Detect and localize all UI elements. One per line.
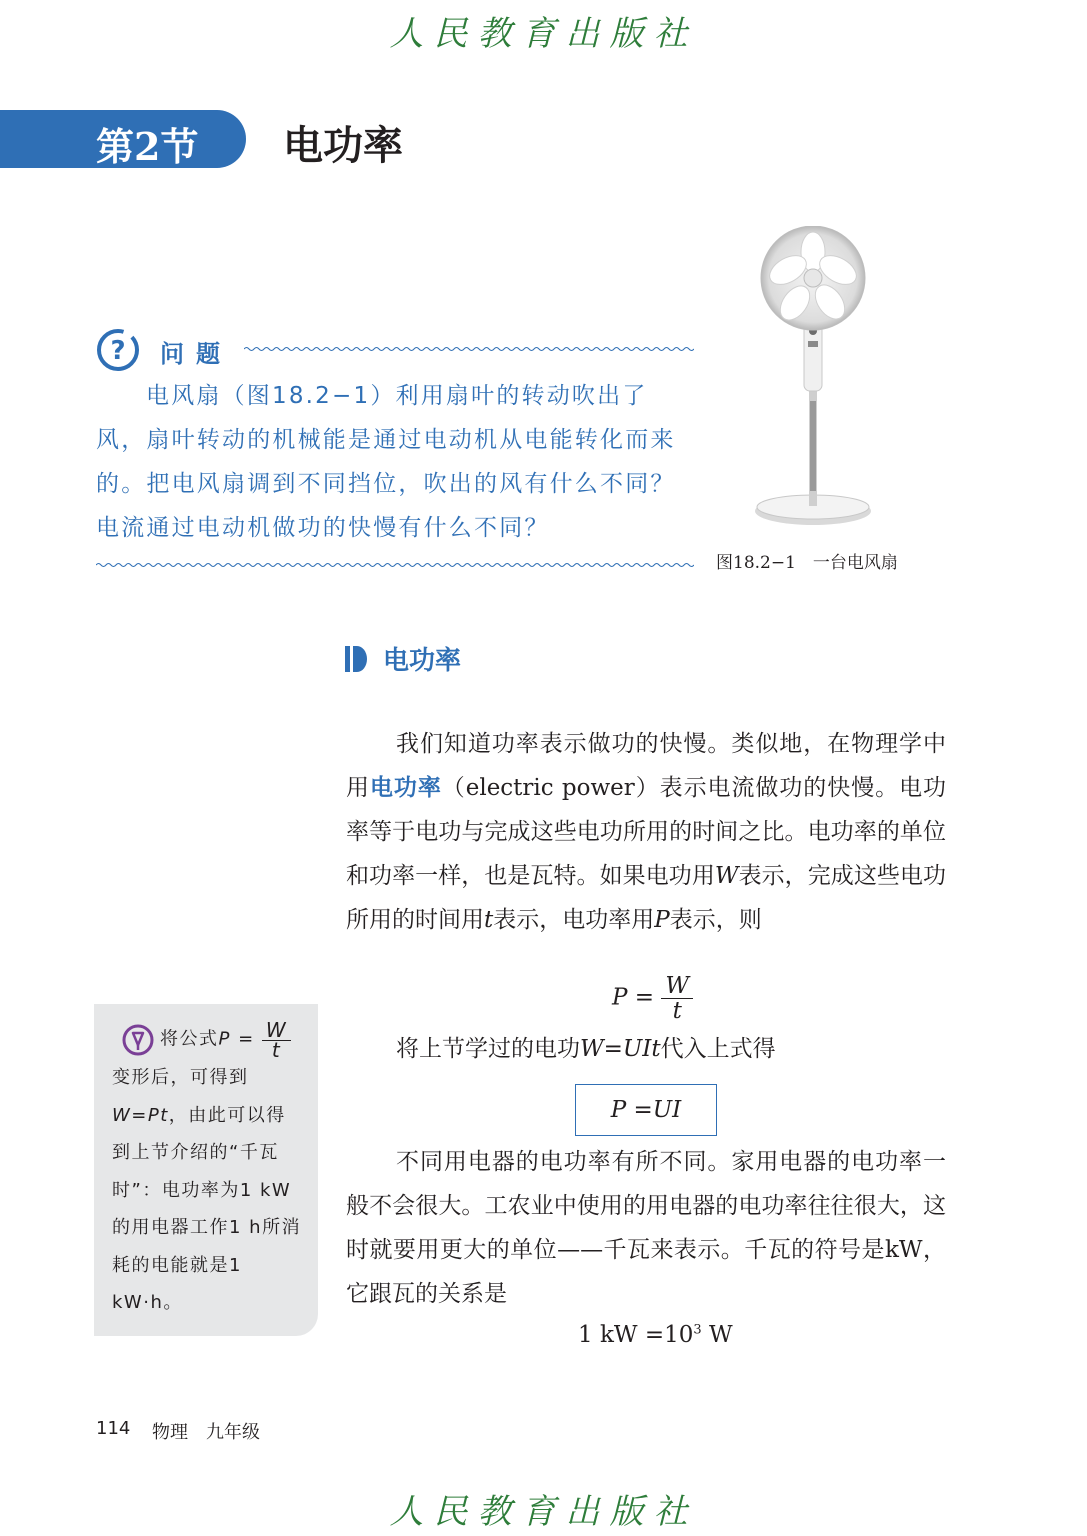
publisher-footer: 人民教育出版社	[389, 1492, 698, 1532]
question-icon	[96, 328, 140, 372]
subsection-heading: 电功率	[383, 646, 462, 676]
subsection-marker-icon	[345, 646, 367, 672]
formula-box-P-UI: P =UI	[575, 1084, 717, 1136]
substitution-line	[396, 1034, 776, 1064]
formula-inline: W=UIt	[580, 1036, 661, 1062]
body-paragraph-1	[346, 722, 946, 942]
wavy-divider-top	[244, 346, 694, 352]
section-title: 电功率	[283, 122, 403, 169]
variable-W: W	[714, 863, 739, 889]
paragraph-text: 不同用电器的电功率有所不同。家用电器的电功率一般不会很大。工农业中使用的用电器的电功率往往很大，这时就要用更大的单位——千瓦来表示。千瓦的符号是kW，它跟瓦的关系是	[346, 1149, 946, 1307]
fraction-denominator: t	[672, 998, 682, 1024]
formula-power-definition	[612, 974, 693, 1023]
note-formula-lhs: P =	[218, 1028, 255, 1050]
text-run: 我们知道功率表示做功的快慢。类似地，在物理学中用	[346, 731, 946, 801]
text-run: 表示，则	[669, 907, 762, 933]
electric-fan-image	[748, 226, 878, 530]
formula-lhs: P =	[612, 984, 655, 1011]
fraction-denominator: t	[271, 1038, 282, 1062]
text-run: 将公式	[160, 1028, 219, 1050]
formula-exponent: 3	[693, 1322, 702, 1338]
question-paragraph: 电风扇（图18.2−1）利用扇叶的转动吹出了风，扇叶转动的机械能是通过电动机从电能转化而来的。把电风扇调到不同挡位，吹出的风有什么不同？电流通过电动机做功的快慢有什么不同？	[96, 383, 676, 541]
formula-text: 1 kW =10	[578, 1322, 694, 1348]
text-run: 表示，电功率用	[493, 907, 655, 933]
text-run: （electric power）表示电流做功的快慢。电功率等于电功与完成这些电功所用的时间之比。电功率的单位和功率一样，也是瓦特。如果电功用	[346, 775, 947, 889]
svg-text:?: ?	[110, 336, 126, 366]
variable-t: t	[484, 907, 494, 933]
wavy-divider-bottom	[96, 562, 694, 568]
note-fraction	[262, 1018, 291, 1062]
page-number: 114	[96, 1418, 131, 1439]
section-number-badge	[0, 110, 246, 168]
formula-kilowatt	[578, 1322, 733, 1348]
formula-unit: W	[701, 1322, 733, 1348]
publisher-header: 人民教育出版社	[389, 14, 698, 54]
book-title: 物理 九年级	[152, 1422, 260, 1443]
fraction-numerator: W	[661, 974, 693, 999]
variable-P: P	[654, 907, 670, 933]
text-run: 表示，完成这些电功所用的时间用	[346, 863, 947, 933]
note-formula: W=Pt	[112, 1104, 169, 1126]
figure-caption: 图18.2−1 一台电风扇	[716, 553, 898, 573]
section-number: 第2节	[96, 124, 199, 169]
fraction-numerator: W	[262, 1020, 291, 1041]
body-paragraph-2	[346, 1140, 946, 1316]
question-label: 问题	[160, 340, 232, 368]
side-note-text	[112, 1020, 304, 1322]
term-electric-power: 电功率	[369, 775, 442, 801]
text-run: 变形后，可得到	[112, 1067, 249, 1088]
text-run: 将上节学过的电功	[396, 1036, 580, 1062]
text-run: 代入上式得	[660, 1036, 776, 1062]
text-run: ，由此可以得到上节介绍的“千瓦时”：电功率为1 kW的用电器工作1 h所消耗的电能就是1 kW·h。	[112, 1104, 302, 1313]
question-text	[96, 374, 696, 550]
fraction	[661, 974, 693, 1023]
